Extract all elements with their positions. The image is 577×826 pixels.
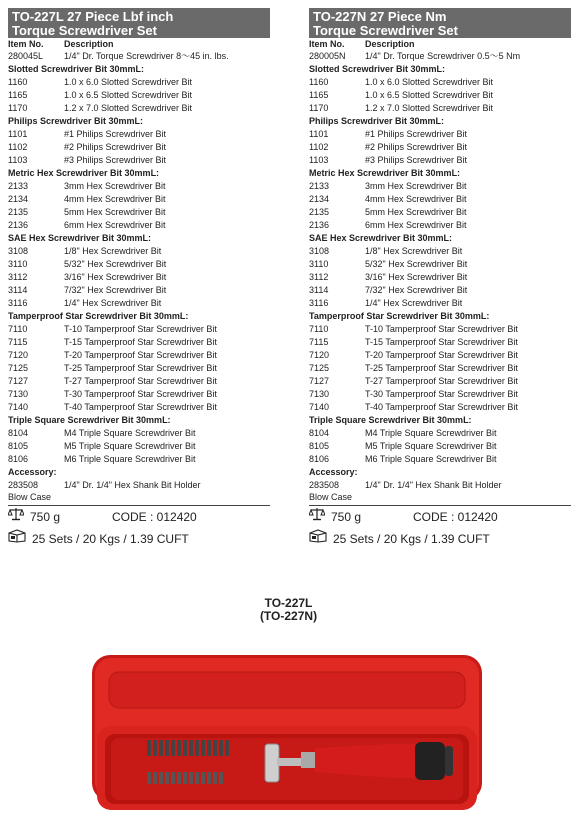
description-header: Description: [365, 39, 415, 49]
item-description: T-27 Tamperproof Star Screwdriver Bit: [365, 376, 518, 386]
item-number: 8106: [8, 454, 29, 464]
product-subtitle: Torque Screwdriver Set: [313, 23, 458, 38]
item-number: 7115: [309, 337, 329, 347]
item-description: M5 Triple Square Screwdriver Bit: [64, 441, 196, 451]
item-number: 1101: [8, 129, 28, 139]
table-row: [309, 50, 571, 63]
item-description: T-27 Tamperproof Star Screwdriver Bit: [64, 376, 217, 386]
table-row: [8, 76, 270, 89]
item-description: 1/8" Hex Screwdriver Bit: [64, 246, 162, 256]
caption-alt-model: (TO-227N): [259, 609, 318, 623]
item-description: 5/32" Hex Screwdriver Bit: [64, 259, 167, 269]
item-number: 283508: [8, 480, 39, 490]
item-number: 2135: [309, 207, 330, 217]
item-number: 7130: [8, 389, 29, 399]
item-description: T-30 Tamperproof Star Screwdriver Bit: [365, 389, 518, 399]
table-row: [309, 102, 571, 115]
left-product-column: [8, 8, 270, 550]
item-description: 3mm Hex Screwdriver Bit: [64, 181, 166, 191]
item-description: T-15 Tamperproof Star Screwdriver Bit: [64, 337, 217, 347]
item-description: #1 Philips Screwdriver Bit: [365, 129, 468, 139]
table-row: [8, 297, 270, 310]
weight-code-line: [8, 506, 270, 528]
section-heading: Triple Square Screwdriver Bit 30mmL:: [309, 415, 472, 425]
item-number: 7110: [8, 324, 28, 334]
table-row: [8, 388, 270, 401]
item-description: 3/16" Hex Screwdriver Bit: [64, 272, 167, 282]
item-description: #2 Philips Screwdriver Bit: [365, 142, 468, 152]
item-number: 7140: [309, 402, 330, 412]
item-description: #3 Philips Screwdriver Bit: [365, 155, 468, 165]
item-number: 7125: [8, 363, 29, 373]
packing-info: 25 Sets / 20 Kgs / 1.39 CUFT: [333, 532, 490, 546]
weight-value: 750 g: [30, 510, 61, 524]
section-heading: Slotted Screwdriver Bit 30mmL:: [8, 64, 145, 74]
item-description: 1/8" Hex Screwdriver Bit: [365, 246, 463, 256]
table-row: [309, 336, 571, 349]
item-description: 1/4" Dr. 1/4" Hex Shank Bit Holder: [365, 480, 502, 490]
table-row: [8, 154, 270, 167]
table-row: [309, 362, 571, 375]
product-subtitle: Torque Screwdriver Set: [12, 23, 157, 38]
item-description: #3 Philips Screwdriver Bit: [64, 155, 167, 165]
section-heading: SAE Hex Screwdriver Bit 30mmL:: [309, 233, 453, 243]
section-heading: Metric Hex Screwdriver Bit 30mmL:: [309, 168, 461, 178]
item-description: 1/4" Hex Screwdriver Bit: [64, 298, 162, 308]
item-description: 4mm Hex Screwdriver Bit: [64, 194, 166, 204]
item-number: 7120: [8, 350, 29, 360]
item-number: 1165: [309, 90, 329, 100]
section-heading: Metric Hex Screwdriver Bit 30mmL:: [8, 168, 160, 178]
item-description: 4mm Hex Screwdriver Bit: [365, 194, 467, 204]
item-description: #2 Philips Screwdriver Bit: [64, 142, 167, 152]
table-row: [8, 427, 270, 440]
item-description: T-40 Tamperproof Star Screwdriver Bit: [64, 402, 217, 412]
table-row: [309, 128, 571, 141]
item-description: 1.2 x 7.0 Slotted Screwdriver Bit: [64, 103, 193, 113]
item-number: 280045L: [8, 51, 44, 61]
item-number: 1160: [309, 77, 329, 87]
table-row: [8, 453, 270, 466]
item-number: 3110: [8, 259, 28, 269]
case-note: Blow Case: [309, 492, 353, 502]
item-description: 5/32" Hex Screwdriver Bit: [365, 259, 468, 269]
item-description: 5mm Hex Screwdriver Bit: [64, 207, 166, 217]
item-description: 1/4" Dr. 1/4" Hex Shank Bit Holder: [64, 480, 201, 490]
item-number: 3114: [8, 285, 28, 295]
item-number: 1165: [8, 90, 28, 100]
item-number: 2135: [8, 207, 29, 217]
item-number: 7115: [8, 337, 28, 347]
item-number: 3108: [8, 246, 29, 256]
table-row: [8, 141, 270, 154]
item-description: T-10 Tamperproof Star Screwdriver Bit: [64, 324, 217, 334]
item-description: T-25 Tamperproof Star Screwdriver Bit: [64, 363, 217, 373]
item-number: 7130: [309, 389, 330, 399]
table-row: [8, 271, 270, 284]
packing-line: [8, 528, 270, 550]
carton-icon: [309, 528, 333, 550]
table-row: [309, 297, 571, 310]
item-number: 7127: [309, 376, 330, 386]
section-heading: Slotted Screwdriver Bit 30mmL:: [309, 64, 446, 74]
section-heading: Tamperproof Star Screwdriver Bit 30mmL:: [8, 311, 189, 321]
product-caption: [0, 597, 577, 623]
item-no-header: Item No.: [309, 39, 345, 49]
item-description: T-15 Tamperproof Star Screwdriver Bit: [365, 337, 518, 347]
table-row: [8, 102, 270, 115]
item-number: 7125: [309, 363, 330, 373]
item-description: T-20 Tamperproof Star Screwdriver Bit: [365, 350, 518, 360]
item-description: M6 Triple Square Screwdriver Bit: [365, 454, 497, 464]
item-description: 1.0 x 6.5 Slotted Screwdriver Bit: [365, 90, 494, 100]
item-number: 3112: [309, 272, 329, 282]
table-row: [309, 401, 571, 414]
item-number: 8104: [309, 428, 330, 438]
table-row: [309, 323, 571, 336]
product-code: CODE : 012420: [112, 510, 197, 524]
item-description: 1.0 x 6.0 Slotted Screwdriver Bit: [64, 77, 193, 87]
product-title: TO-227L 27 Piece Lbf inch: [12, 9, 174, 24]
column-headers: [8, 38, 270, 50]
table-row: [309, 206, 571, 219]
item-number: 1102: [309, 142, 329, 152]
item-number: 2133: [8, 181, 29, 191]
item-number: 2133: [309, 181, 330, 191]
item-number: 3116: [309, 298, 329, 308]
item-number: 2136: [8, 220, 29, 230]
section-heading: Accessory:: [8, 467, 57, 477]
item-description: M4 Triple Square Screwdriver Bit: [365, 428, 497, 438]
item-number: 7140: [8, 402, 29, 412]
packing-info: 25 Sets / 20 Kgs / 1.39 CUFT: [32, 532, 189, 546]
table-row: [309, 479, 571, 492]
item-description: 5mm Hex Screwdriver Bit: [365, 207, 467, 217]
table-row: [309, 258, 571, 271]
table-row: [8, 193, 270, 206]
item-number: 7127: [8, 376, 29, 386]
item-number: 3110: [309, 259, 329, 269]
item-number: 8105: [309, 441, 330, 451]
table-row: [8, 479, 270, 492]
table-row: [309, 388, 571, 401]
item-number: 8106: [309, 454, 330, 464]
item-number: 3112: [8, 272, 28, 282]
item-description: #1 Philips Screwdriver Bit: [64, 129, 167, 139]
right-product-column: [309, 8, 571, 550]
table-row: [309, 219, 571, 232]
product-title: TO-227N 27 Piece Nm: [313, 9, 447, 24]
table-row: [8, 219, 270, 232]
table-row: [8, 349, 270, 362]
item-number: 7120: [309, 350, 330, 360]
product-title-bar: [309, 8, 571, 38]
item-description: 1.0 x 6.5 Slotted Screwdriver Bit: [64, 90, 193, 100]
item-number: 3108: [309, 246, 330, 256]
item-number: 2134: [8, 194, 29, 204]
table-row: [309, 375, 571, 388]
item-description: 1.2 x 7.0 Slotted Screwdriver Bit: [365, 103, 494, 113]
product-code: CODE : 012420: [413, 510, 498, 524]
item-number: 280005N: [309, 51, 346, 61]
item-number: 1101: [309, 129, 329, 139]
table-row: [309, 89, 571, 102]
table-row: [309, 154, 571, 167]
blow-case-image: [91, 654, 483, 814]
table-row: [309, 453, 571, 466]
item-number: 1170: [8, 103, 28, 113]
table-row: [309, 427, 571, 440]
item-description: 3mm Hex Screwdriver Bit: [365, 181, 467, 191]
item-description: 7/32" Hex Screwdriver Bit: [64, 285, 167, 295]
column-headers: [309, 38, 571, 50]
item-number: 3116: [8, 298, 28, 308]
weight-code-line: [309, 506, 571, 528]
item-number: 3114: [309, 285, 329, 295]
table-row: [8, 180, 270, 193]
table-row: [309, 245, 571, 258]
item-description: 6mm Hex Screwdriver Bit: [64, 220, 166, 230]
carton-icon: [8, 528, 32, 550]
packing-line: [309, 528, 571, 550]
item-number: 283508: [309, 480, 340, 490]
table-row: [8, 245, 270, 258]
table-row: [309, 271, 571, 284]
table-row: [8, 401, 270, 414]
section-heading: Philips Screwdriver Bit 30mmL:: [309, 116, 445, 126]
table-row: [309, 193, 571, 206]
table-row: [8, 258, 270, 271]
item-description: 6mm Hex Screwdriver Bit: [365, 220, 467, 230]
table-row: [309, 141, 571, 154]
item-description: M5 Triple Square Screwdriver Bit: [365, 441, 497, 451]
item-description: 1/4" Dr. Torque Screwdriver 0.5～5 Nm: [365, 51, 521, 61]
table-row: [8, 375, 270, 388]
table-row: [309, 180, 571, 193]
weight-value: 750 g: [331, 510, 362, 524]
item-description: M6 Triple Square Screwdriver Bit: [64, 454, 196, 464]
section-heading: SAE Hex Screwdriver Bit 30mmL:: [8, 233, 152, 243]
item-number: 7110: [309, 324, 329, 334]
table-row: [8, 89, 270, 102]
table-row: [8, 206, 270, 219]
item-description: 1.0 x 6.0 Slotted Screwdriver Bit: [365, 77, 494, 87]
item-description: T-25 Tamperproof Star Screwdriver Bit: [365, 363, 518, 373]
item-description: 7/32" Hex Screwdriver Bit: [365, 285, 468, 295]
table-row: [8, 362, 270, 375]
scale-icon: [8, 506, 30, 528]
item-number: 1170: [309, 103, 329, 113]
item-description: 1/4" Hex Screwdriver Bit: [365, 298, 463, 308]
item-description: T-40 Tamperproof Star Screwdriver Bit: [365, 402, 518, 412]
table-row: [8, 336, 270, 349]
section-heading: Philips Screwdriver Bit 30mmL:: [8, 116, 144, 126]
table-row: [309, 76, 571, 89]
item-number: 1103: [309, 155, 329, 165]
section-heading: Tamperproof Star Screwdriver Bit 30mmL:: [309, 311, 490, 321]
item-description: T-10 Tamperproof Star Screwdriver Bit: [365, 324, 518, 334]
item-description: T-30 Tamperproof Star Screwdriver Bit: [64, 389, 217, 399]
table-row: [8, 440, 270, 453]
item-number: 1103: [8, 155, 28, 165]
item-number: 1160: [8, 77, 28, 87]
item-number: 8104: [8, 428, 29, 438]
item-no-header: Item No.: [8, 39, 44, 49]
item-description: T-20 Tamperproof Star Screwdriver Bit: [64, 350, 217, 360]
item-number: 2134: [309, 194, 330, 204]
item-description: 3/16" Hex Screwdriver Bit: [365, 272, 468, 282]
product-title-bar: [8, 8, 270, 38]
caption-model: TO-227L: [264, 596, 313, 610]
table-row: [8, 323, 270, 336]
table-row: [8, 128, 270, 141]
table-row: [309, 440, 571, 453]
item-number: 2136: [309, 220, 330, 230]
section-heading: Triple Square Screwdriver Bit 30mmL:: [8, 415, 171, 425]
table-row: [8, 284, 270, 297]
item-number: 1102: [8, 142, 28, 152]
table-row: [309, 284, 571, 297]
scale-icon: [309, 506, 331, 528]
item-number: 8105: [8, 441, 29, 451]
description-header: Description: [64, 39, 114, 49]
table-row: [309, 349, 571, 362]
section-heading: Accessory:: [309, 467, 358, 477]
item-description: 1/4" Dr. Torque Screwdriver 8～45 in. lbs.: [64, 51, 229, 61]
item-description: M4 Triple Square Screwdriver Bit: [64, 428, 196, 438]
case-note: Blow Case: [8, 492, 52, 502]
table-row: [8, 50, 270, 63]
